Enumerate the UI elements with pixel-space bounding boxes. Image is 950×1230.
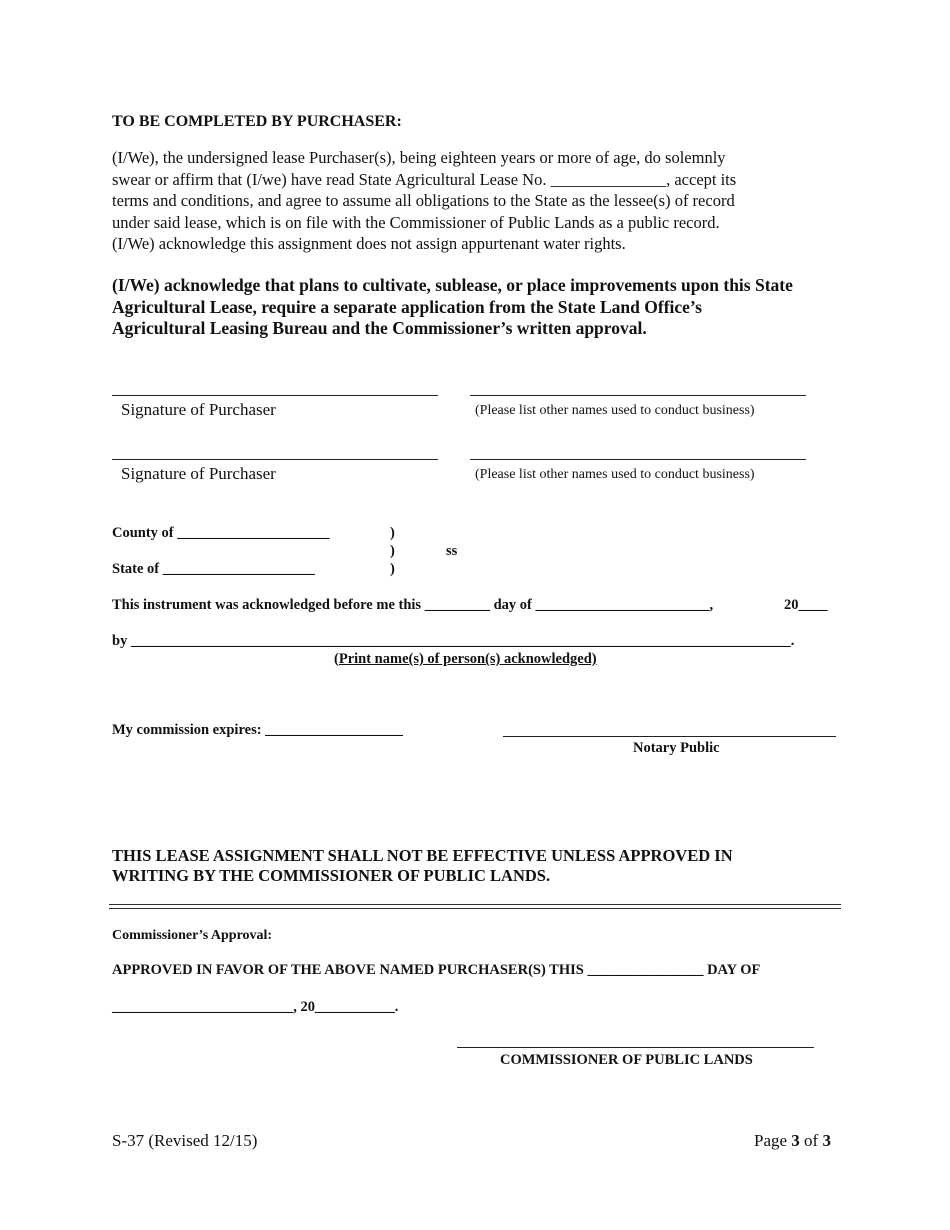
commissioner-label: COMMISSIONER OF PUBLIC LANDS [500, 1052, 753, 1068]
print-name-caption-text: Print name(s) of person(s) acknowledged) [338, 651, 597, 667]
effectiveness-warning [112, 846, 847, 886]
commissioner-approval-heading: Commissioner’s Approval: [112, 928, 273, 943]
oath-line: under said lease, which is on file with the Commissioner of Public Lands as a public record. [112, 212, 720, 232]
notary-public-label: Notary Public [633, 740, 720, 756]
warning-line: THIS LEASE ASSIGNMENT SHALL NOT BE EFFECTIVE UNLESS APPROVED IN [112, 846, 733, 865]
oath-line: terms and conditions, and agree to assume all obligations to the State as the lessee(s) of record [112, 191, 735, 210]
other-names-caption-1: (Please list other names used to conduct business) [475, 403, 755, 418]
page-number: 3 [791, 1131, 800, 1150]
other-names-line-2[interactable] [470, 459, 806, 460]
approval-day-field[interactable]: APPROVED IN FAVOR OF THE ABOVE NAMED PURCHASER(S) THIS ________________ DAY OF [112, 962, 761, 978]
print-name-open-paren: ( [334, 651, 339, 667]
page-of: of [799, 1131, 823, 1150]
county-of-field[interactable]: County of _____________________ [112, 525, 330, 541]
purchaser-signature-line-1[interactable] [112, 395, 438, 396]
venue-paren: ) [390, 561, 395, 577]
purchaser-section-heading: TO BE COMPLETED BY PURCHASER: [112, 113, 402, 130]
oath-line: (I/We) acknowledge this assignment does not assign appurtenant water rights. [112, 234, 626, 253]
acknowledged-by-field[interactable]: by ___________________________________________________________________________________________. [112, 633, 795, 649]
commission-expires-field[interactable]: My commission expires: ___________________ [112, 722, 403, 738]
state-of-field[interactable]: State of _____________________ [112, 561, 315, 577]
purchaser-signature-label-2: Signature of Purchaser [121, 464, 276, 483]
other-names-caption-2: (Please list other names used to conduct business) [475, 467, 755, 482]
page-prefix: Page [754, 1131, 792, 1150]
commissioner-signature-line[interactable] [457, 1047, 814, 1048]
purchaser-signature-line-2[interactable] [112, 459, 438, 460]
venue-paren: ) [390, 525, 395, 541]
section-divider [109, 904, 841, 909]
purchaser-signature-label-1: Signature of Purchaser [121, 400, 276, 419]
venue-paren: ) [390, 543, 395, 559]
oath-line: swear or affirm that (I/we) have read State Agricultural Lease No. ______________, accept its [112, 169, 737, 189]
other-names-line-1[interactable] [470, 395, 806, 396]
oath-paragraph [112, 147, 842, 255]
oath-line: (I/We), the undersigned lease Purchaser(s), being eighteen years or more of age, do solemnly [112, 148, 726, 167]
ss-label: ss [446, 543, 458, 559]
approval-date-field[interactable]: _________________________, 20___________. [112, 999, 399, 1015]
print-name-caption [334, 651, 597, 668]
page-total: 3 [822, 1131, 831, 1150]
acknowledgement-line: (I/We) acknowledge that plans to cultivate, sublease, or place improvements upon this State [112, 275, 793, 295]
page-indicator [754, 1131, 831, 1151]
acknowledgement-line: Agricultural Leasing Bureau and the Commissioner’s written approval. [112, 318, 647, 338]
acknowledgement-paragraph [112, 275, 847, 340]
acknowledgement-line: Agricultural Lease, require a separate application from the State Land Office’s [112, 296, 702, 317]
acknowledged-date-field[interactable]: This instrument was acknowledged before me this _________ day of ________________________, [112, 597, 714, 613]
notary-signature-line[interactable] [503, 736, 836, 737]
acknowledged-year-field[interactable]: 20____ [784, 597, 828, 613]
form-revision-id: S-37 (Revised 12/15) [112, 1131, 258, 1150]
warning-line: WRITING BY THE COMMISSIONER OF PUBLIC LANDS. [112, 866, 551, 885]
